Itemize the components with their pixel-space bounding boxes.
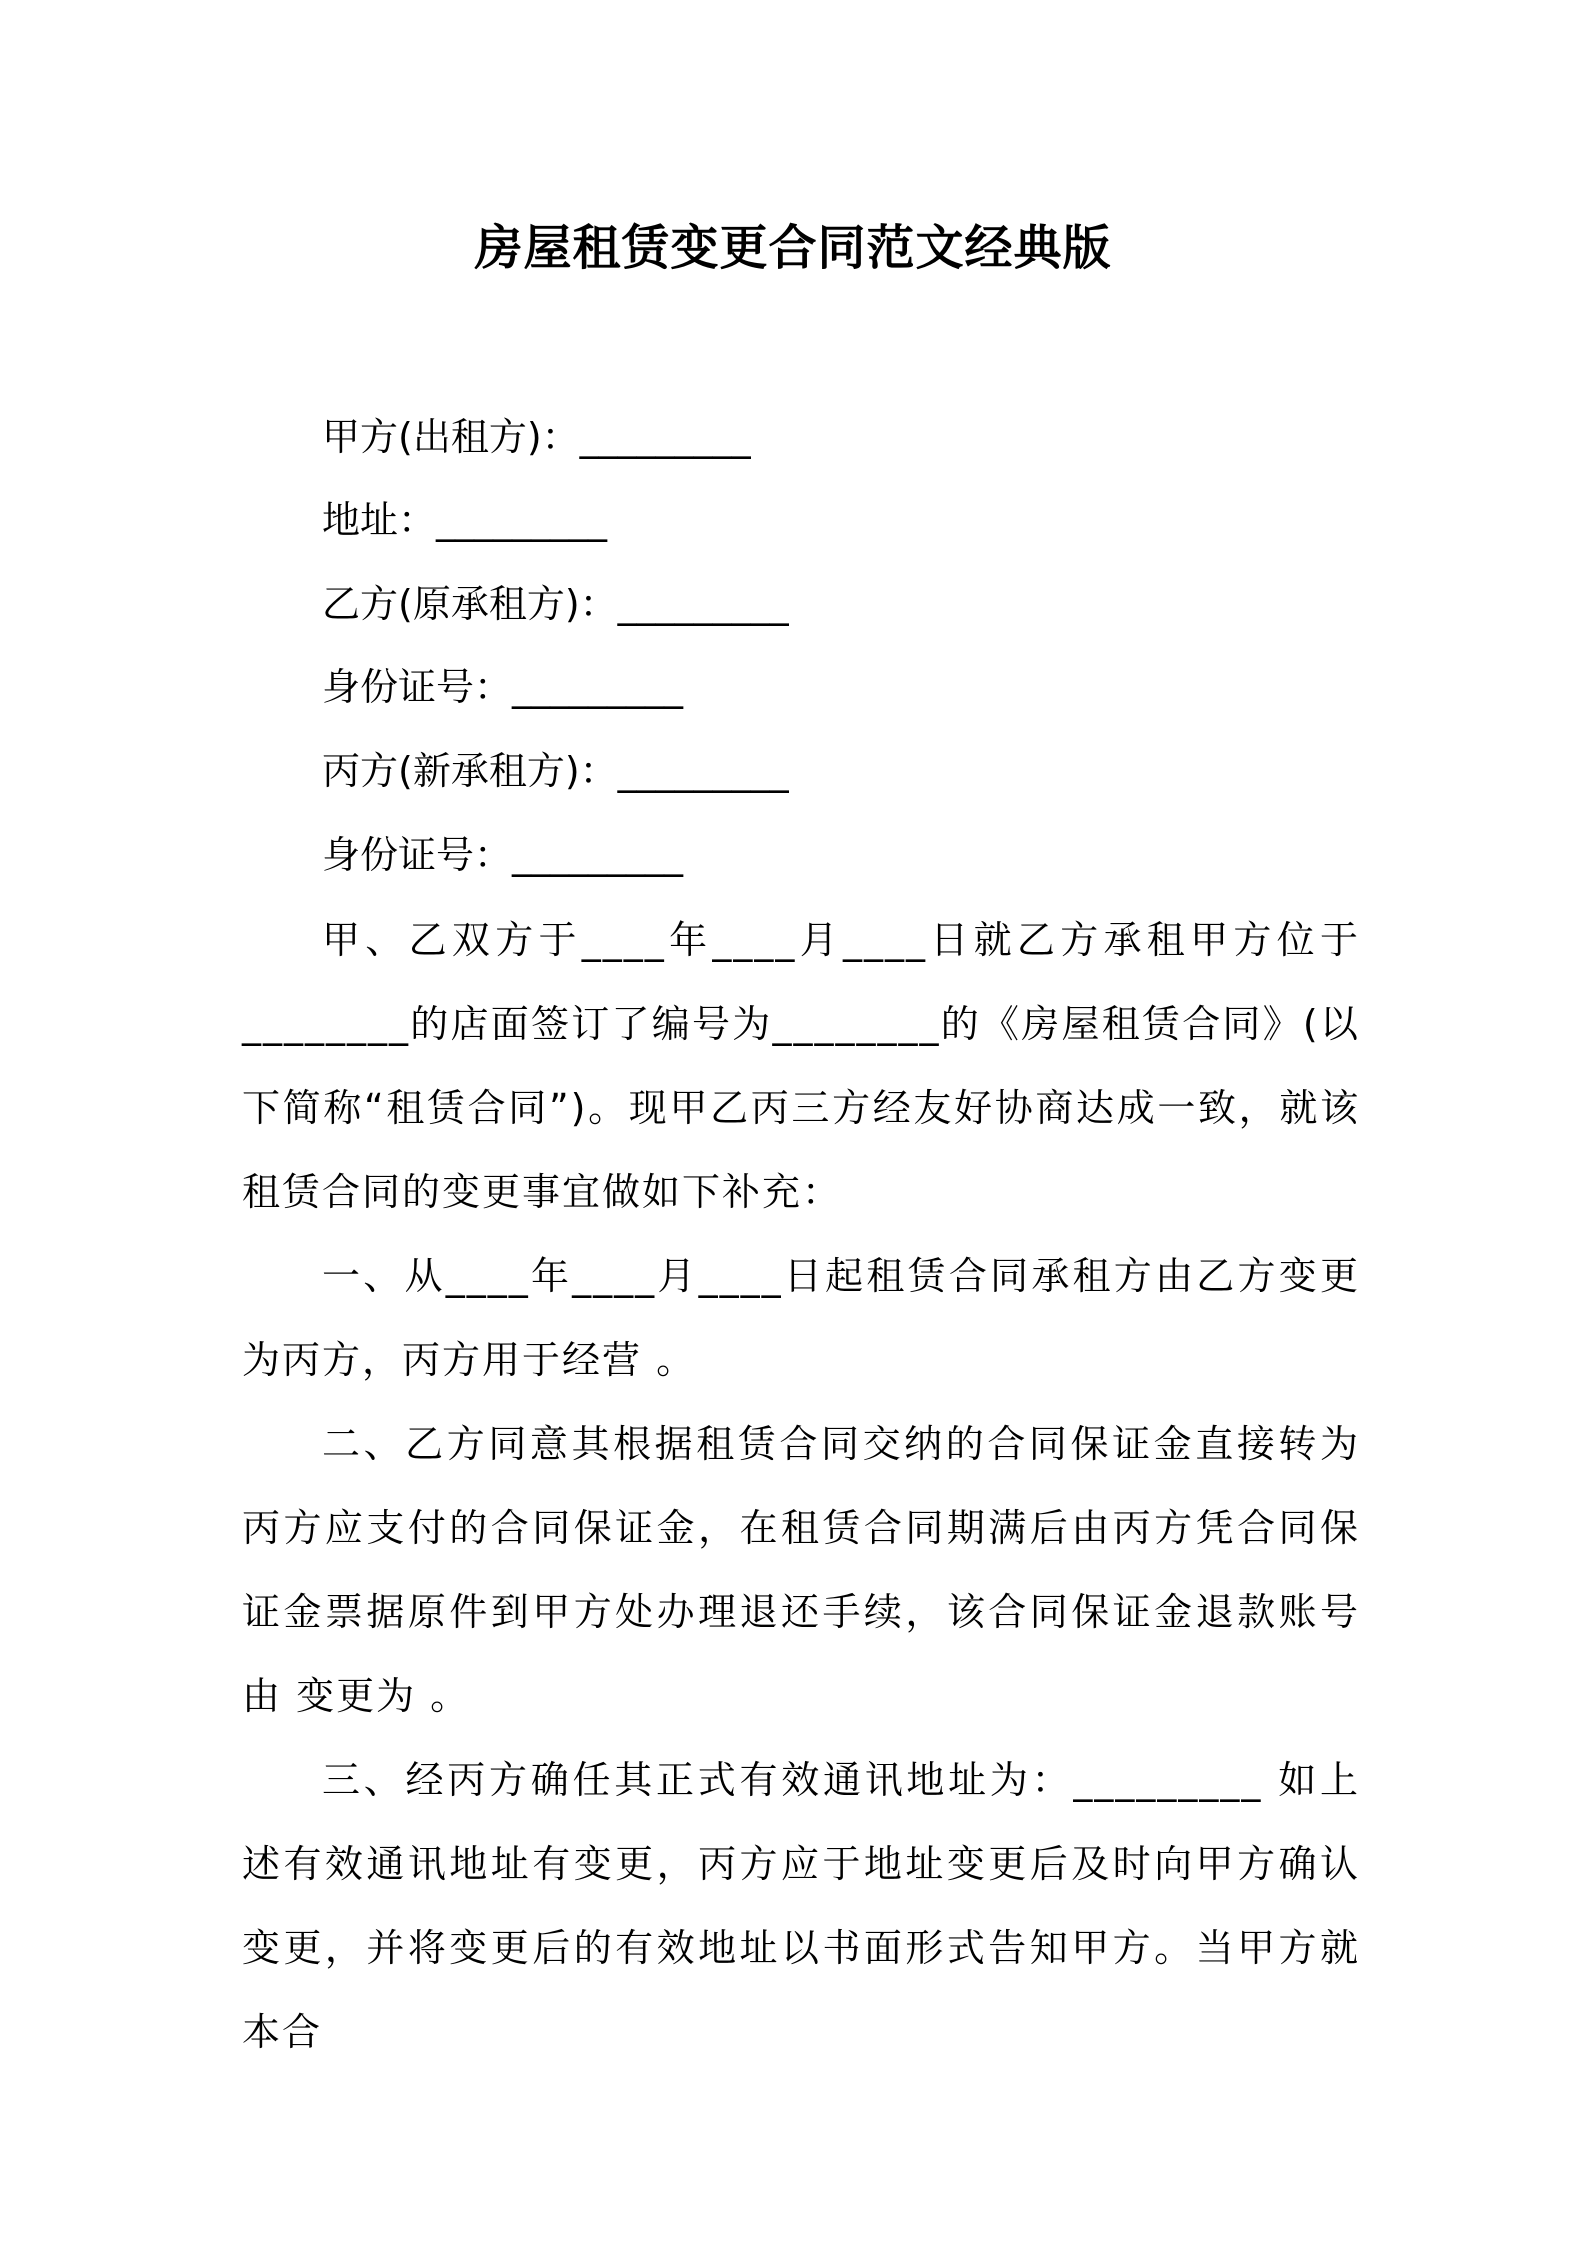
paragraph-clause-2: 二、乙方同意其根据租赁合同交纳的合同保证金直接转为丙方应支付的合同保证金，在租赁合同期满后由丙方凭合同保证金票据原件到甲方处办理退还手续，该合同保证金退款账号由 变更为 。	[242, 1422, 1360, 1718]
field-id-number-c: 身份证号：_________	[322, 833, 684, 877]
field-id-number-b: 身份证号：_________	[322, 665, 684, 709]
paragraph-intro: 甲、乙双方于____年____月____日就乙方承租甲方位于________的店面签订了编号为________的《房屋租赁合同》(以下简称“租赁合同”)。现甲乙丙三方经友好协商达成一致，就该租赁合同的变更事宜做如下补充：	[242, 918, 1360, 1214]
field-address: 地址：_________	[322, 498, 608, 542]
paragraph-clause-3: 三、经丙方确任其正式有效通讯地址为：_________ 如上述有效通讯地址有变更，丙方应于地址变更后及时向甲方确认变更，并将变更后的有效地址以书面形式告知甲方。当甲方就本合	[242, 1758, 1360, 2054]
paragraph-clause-1: 一、从____年____月____日起租赁合同承租方由乙方变更为丙方，丙方用于经营 。	[242, 1254, 1360, 1382]
field-original-lessee: 乙方(原承租方)：_________	[322, 582, 789, 626]
document-body	[242, 898, 1360, 2074]
field-new-lessee: 丙方(新承租方)：_________	[322, 749, 789, 793]
document-title: 房屋租赁变更合同范文经典版	[474, 220, 1112, 276]
field-lessor: 甲方(出租方)：_________	[322, 415, 751, 459]
